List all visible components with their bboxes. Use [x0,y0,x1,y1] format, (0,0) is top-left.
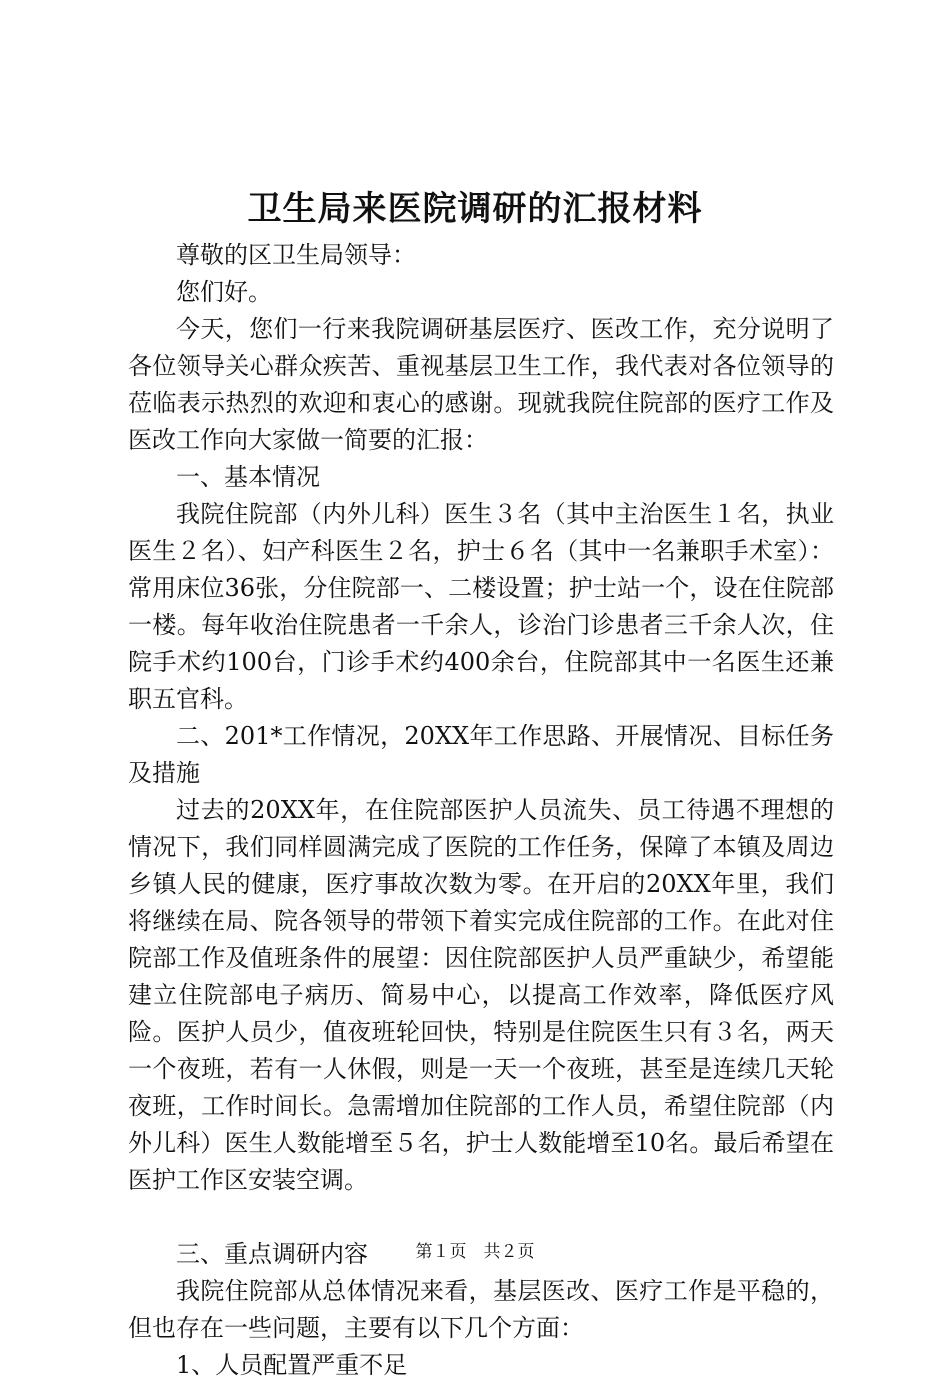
salutation: 尊敬的区卫生局领导： [176,241,416,269]
section-heading-work-status: 二、201*工作情况，20XX年工作思路、开展情况、目标任务及措施 [128,722,834,787]
section-heading-basic-info: 一、基本情况 [176,463,320,491]
basic-info-paragraph: 我院住院部（内外儿科）医生３名（其中主治医生１名，执业医生２名）、妇产科医生２名，护士６名（其中一名兼职手术室）：常用床位36张，分住院部一、二楼设置；护士站一个，设在住院部一楼。每年收治住院患者一千余人，诊治门诊患者三千余人次，住院手术约100台，门诊手术约400余台，住院部其中一名医生还兼职五官科。 [128,500,834,713]
document-body [128,237,834,1384]
page-footer: 第１页 共２页 [415,1242,535,1262]
greeting: 您们好。 [176,278,272,306]
list-item-staffing: 1、人员配置严重不足 [176,1351,408,1379]
document-title: 卫生局来医院调研的汇报材料 [247,189,703,229]
research-paragraph: 我院住院部从总体情况来看，基层医改、医疗工作是平稳的，但也存在一些问题，主要有以下几个方面： [128,1277,834,1342]
blank-line [128,1199,834,1236]
work-status-paragraph: 过去的20XX年，在住院部医护人员流失、员工待遇不理想的情况下，我们同样圆满完成了医院的工作任务，保障了本镇及周边乡镇人民的健康，医疗事故次数为零。在开启的20XX年里，我们将继续在局、院各领导的带领下着实完成住院部的工作。在此对住院部工作及值班条件的展望：因住院部医护人员严重缺少，希望能建立住院部电子病历、简易中心，以提高工作效率，降低医疗风险。医护人员少，值夜班轮回快，特别是住院医生只有３名，两天一个夜班，若有一人休假，则是一天一个夜班，甚至是连续几天轮夜班，工作时间长。急需增加住院部的工作人员，希望住院部（内外儿科）医生人数能增至５名，护士人数能增至10名。最后希望在医护工作区安装空调。 [128,796,834,1194]
intro-paragraph: 今天，您们一行来我院调研基层医疗、医改工作，充分说明了各位领导关心群众疾苦、重视基层卫生工作，我代表对各位领导的莅临表示热烈的欢迎和衷心的感谢。现就我院住院部的医疗工作及医改工作向大家做一简要的汇报： [128,315,834,454]
section-heading-research: 三、重点调研内容 [176,1240,368,1268]
